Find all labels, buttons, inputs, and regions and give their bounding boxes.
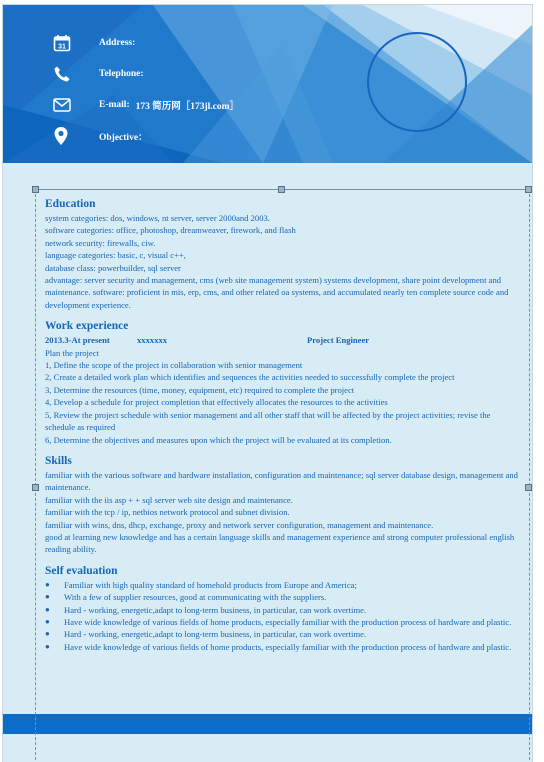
education-line: database class: powerbuilder, sql server (45, 262, 181, 273)
work-item: 2, Create a detailed work plan which identifies and sequences the activities needed to successfully complete the project (45, 372, 455, 383)
job-position: Project Engineer (307, 335, 370, 346)
skills-line: familiar with the tcp / ip, netbios network protocol and subnet division. (45, 507, 290, 518)
resume-page (3, 5, 532, 762)
education-line: network security: firewalls, ciw. (45, 237, 156, 248)
skills-line: familiar with the iis asp + + sql server web site design and maintenance. (45, 494, 293, 505)
email-value: 173 简历网［173jl.com］ (135, 102, 240, 112)
resize-handle[interactable] (32, 484, 39, 491)
job-header (45, 334, 521, 346)
resize-handle[interactable] (525, 186, 532, 193)
resize-handle[interactable] (278, 186, 285, 193)
self-evaluation-item: Have wide knowledge of various fields of home products, especially familiar with the production process of hardware and plastic. (64, 616, 512, 627)
phone-icon (53, 62, 81, 86)
skills-line: good at learning new knowledge and has a certain language skills and management experience and strong computer professional english reading ability. (45, 531, 515, 555)
address-label: Address: (99, 38, 136, 48)
work-item: 1, Define the scope of the project in collaboration with senior management (45, 360, 303, 371)
contact-telephone (53, 62, 150, 86)
contact-address (53, 31, 141, 55)
bullet-icon: ● (45, 604, 50, 614)
location-pin-icon (53, 124, 81, 148)
education-line: system categories: dos, windows, nt server, server 2000and 2003. (45, 213, 270, 223)
job-date: 2013.3-At present (45, 335, 110, 346)
decorative-circle (367, 32, 467, 132)
list-item (45, 628, 521, 640)
resize-handle[interactable] (525, 484, 532, 491)
contact-objective (53, 124, 154, 148)
work-item: 6, Determine the objectives and measures upon which the project will be evaluated at its completion. (45, 434, 392, 445)
self-evaluation-item: With a few of supplier resources, good at communicating with the suppliers. (64, 592, 327, 603)
list-item (45, 591, 521, 603)
skills-title: Skills (45, 454, 72, 467)
bullet-icon: ● (45, 592, 50, 602)
list-item (45, 641, 521, 653)
objective-label: Objective： (99, 133, 148, 143)
self-evaluation-title: Self evaluation (45, 564, 118, 577)
skills-line: familiar with wins, dns, dhcp, exchange, proxy and network server configuration, management and maintenance. (45, 519, 434, 530)
work-subtitle: Plan the project (45, 347, 99, 358)
bullet-icon: ● (45, 629, 50, 639)
list-item (45, 604, 521, 616)
list-item (45, 579, 521, 591)
resume-content (45, 195, 521, 653)
telephone-label: Telephone: (99, 69, 144, 79)
bullet-icon: ● (45, 579, 50, 589)
list-item (45, 616, 521, 628)
footer-band (3, 714, 532, 734)
work-item: 5, Review the project schedule with senior management and all other staff that will be affected by the project activities; revise the schedule as required (45, 409, 491, 433)
work-title: Work experience (45, 320, 129, 333)
skills-line: familiar with the various software and hardware installation, configuration and maintenance; sql server database design, management and maintenance. (45, 469, 518, 493)
bullet-icon: ● (45, 641, 50, 651)
self-evaluation-item: Familiar with high quality standard of homehold products from Europe and America; (64, 579, 357, 590)
header-banner (3, 5, 532, 163)
work-item: 4, Develop a schedule for project completion that effectively allocates the resources to the activities (45, 397, 388, 408)
education-line: language categories: basic, c, visual c++, (45, 250, 186, 261)
email-icon (53, 93, 81, 117)
education-line: software categories: office, photoshop, dreamweaver, firework, and flash (45, 225, 296, 236)
resize-handle[interactable] (32, 186, 39, 193)
self-evaluation-item: Have wide knowledge of various fields of home products, especially familiar with the production process of hardware and plastic. (64, 641, 512, 652)
self-evaluation-item: Hard - working, energetic,adapt to long-term business, in particular, can work overtime. (64, 604, 367, 615)
email-label: E-mail: (99, 100, 130, 110)
education-title: Education (45, 198, 96, 210)
self-evaluation-item: Hard - working, energetic,adapt to long-term business, in particular, can work overtime. (64, 629, 367, 640)
education-line: advantage: server security and management, cms (web site management system) systems development, share point development and maintenance. software: proficient in mis, erp, cms, and other related oa systems, and accumulated nearly ten complete source code and development experience. (45, 275, 509, 310)
svg-text:31: 31 (58, 43, 66, 51)
job-company: xxxxxxx (137, 335, 168, 346)
bullet-icon: ● (45, 616, 50, 626)
calendar-icon (53, 31, 81, 55)
work-item: 3, Determine the resources (time, money, equipment, etc) required to complete the project (45, 384, 355, 395)
contact-email (53, 93, 239, 117)
